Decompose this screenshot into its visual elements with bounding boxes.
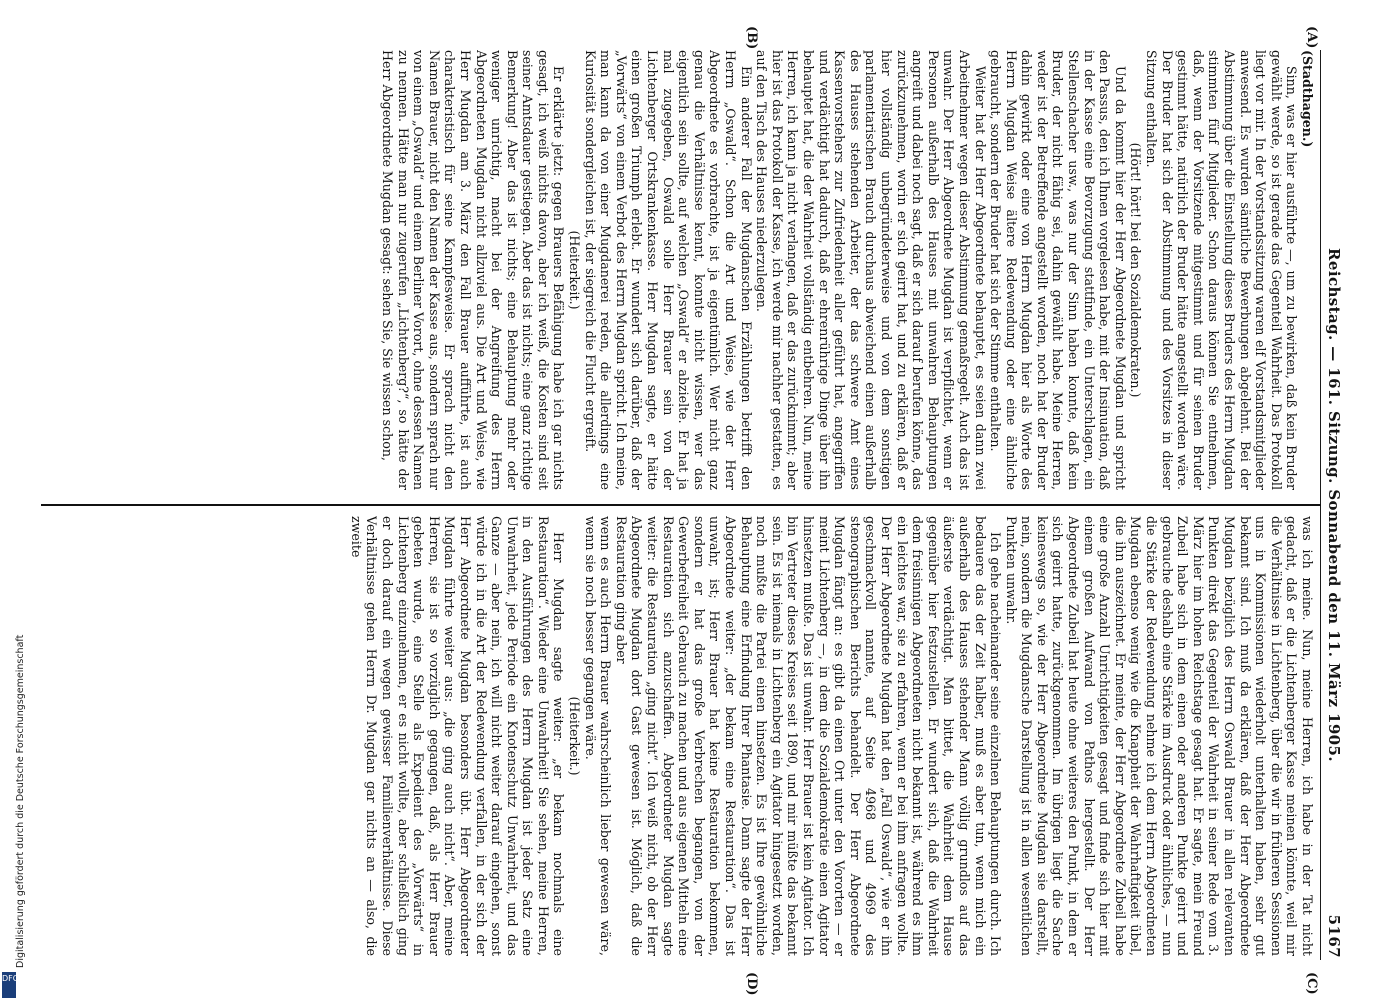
paragraph: Ich gehe nacheinander seine einzelnen Behauptungen durch. Ich bedauere das der Zeit halber, muß es aber tun, wenn mich ein außerhalb des Hauses stehender Mann völlig grundlos auf das äußerste verdächtigt. Man bittet, die Wahrheit dem Hause gegenüber hier festzustellen. Er wundert sich, daß die Wahrheit dem freisinnigen Abgeordneten nicht bekannt ist, während es ihm ein leichtes war, sie zu erfahren, wenn er bei ihm anfragen wollte. Der Herr Abgeordnete Mugdan hat den „Fall Oswald“, wie er ihn geschmackvoll nannte, auf Seite 4968 und 4969 des stenographischen Berichts behandelt. Der Herr Abgeordnete Mugdan fängt an: es gibt da einen Ort unter den Vororten — er meint Lichtenberg —, in dem die Sozialdemokratie einen Agitator hinsetzen mußte. Das ist unwahr. Herr Brauer ist kein Agitator. Ich bin Vertreter dieses Kreises seit 1890, und mir müßte das bekannt sein. Es ist niemals in Lichtenberg ein Agitator hingesetzt worden, noch mußte die Partei einen hinsetzen. Es ist Ihre gewöhnliche Behauptung eine Erfindung Ihrer Phantasie. Dann sagte der Herr Abgeordnete weiter: „der bekam eine Restauration“. Das ist unwahr, ist; Herr Brauer hat keine Restauration bekommen, sondern er hat das große Verbrechen begangen, von der Gewerbefreiheit Gebrauch zu machen und aus eigenen Mitteln eine Restauration sich anzuschaffen. Abgeordneter Mugdan sagte weiter: die Restauration „ging nicht“. Ich weiß nicht, ob der Herr Abgeordnete Mugdan dort Gast gewesen ist. Möglich, daß die Restauration ging aber xyxy=(613,516,1004,956)
paragraph: Ein anderer Fall der Mugdanschen Erzählungen betrifft den Herrn „Oswald“. Schon die Art und Weise, wie der Herr Abgeordnete es vorbrachte, ist ja eigentümlich. Wer nicht ganz genau die Verhältnisse kennt, konnte nicht wissen, wer das eigentlich sein sollte, auf welchen „Oswald“ er abzielte. Er hat ja mal zugegeben, Oswald solle Herr Brauer sein von der Lichtenberger Ortskrankenkasse. Herr Mugdan sagte, er hätte einen großen Triumph erlebt. Er wundert sich darüber, daß der „Vorwärts“ von einem Verbot des Herrn Mugdan spricht. Ich meine, man kann da von einer Mugdanerei reden, die allerdings eine Kuriosität sondergleichen ist, der siegreich die Flucht ergreift. xyxy=(582,50,754,490)
paragraph: Herr Mugdan sagte weiter: „er bekam nochmals eine Restauration“. Wieder eine Unwahrheit! Sie sehen, meine Herren, in den Ausführungen des Herrn Mugdan ist jeder Satz eine Unwahrheit, jede Periode ein Knotenschutz Unwahrheit, und das Ganze — aber nein, ich will nicht weiter darauf eingehen, sonst würde ich in die Art der Redewendung verfallen, in der sich der Herr Abgeordnete Mugdan besonders übt. Herr Abgeordneter Mugdan führte weiter aus: „die ging auch nicht“. Aber, meine Herren, sie ist so vorzüglich gegangen, daß, als Herr Brauer gebeten wurde, eine Stelle als Expedient des „Vorwärts“ in Lichtenberg einzunehmen, er es nicht wollte, aber schließlich ging er doch darauf ein wegen gewisser Familienverhältnisse. Diese Verhältnisse gehen Herrn Dr. Mugdan gar nichts an — also, die zweite xyxy=(348,516,567,956)
left-column xyxy=(45,50,1315,490)
margin-mark-c: (C) xyxy=(1304,972,1319,995)
dfg-logo xyxy=(2,972,19,998)
right-column xyxy=(45,516,1315,956)
paragraph: Und da kommt hier der Herr Abgeordnete Mugdan und spricht den Passus, den ich Ihnen vorgelesen habe, mit der Insinuation, daß in der Kasse eine Bevorzugung stattfinde, ein Unterschlagen, ein Stellenschacher usw., was nur der Sinn haben konnte, daß kein Bruder, der nicht fähig sei, dahin gewählt habe. Meine Herren, weder ist der Betreffende angestellt worden, noch hat der Bruder dahin gewirkt oder eine von Herrn Mugdan hier als Worte des Herrn Mugdan Weise ältere Redewendung oder eine ähnliche gebraucht, sondern der Bruder hat sich der Stimme enthalten. xyxy=(988,50,1128,490)
digitization-credit-text: Digitalisierung gefördert durch die Deutsche Forschungsgemeinschaft xyxy=(15,634,26,968)
paragraph: wenn es auch Herrn Brauer wahrscheinlich lieber gewesen wäre, wenn sie noch besser gegangen wäre. xyxy=(582,516,614,956)
margin-mark-b: (B) xyxy=(744,26,759,50)
running-header xyxy=(1319,50,1345,960)
paragraph: was ich meine. Nun, meine Herren, ich habe in der Tat nicht gedacht, daß er die Lichtenberger Kasse meinen könnte, weil mir die Verhältnisse in Lichtenberg, über die wir in früheren Sessionen uns in Kommissionen wiederholt unterhalten haben, sehr gut bekannt sind. Ich muß da erklären, daß der Herr Abgeordnete Mugdan bezüglich des Herrn Oswald Brauer in allen relevanten Punkten direkt das Gegenteil der Wahrheit in seiner Rede vom 3. März hier im hohen Reichstage gesagt hat. Er sagte, mein Freund Zubeil habe sich in dem einen oder anderen Punkte geirrt und gebrauche deshalb eine Stärke im Ausdruck oder ähnliches, — nun die Stärke der Redewendung nehme ich dem Herrn Abgeordneten Mugdan ebenso wenig wie die Knappheit der Wahrhaftigkeit übel, die ihn auszeichnet. Er meinte, der Herr Abgeordnete Zubeil habe eine große Anzahl Unrichtigkeiten gesagt und finde sich hier mit einem großen Aufwand von Pathos hergestellt. Der Herr Abgeordnete Zubeil hat heute ohne weiteres den Punkt, in dem er sich geirrt hatte, zurückgenommen. Im übrigen liegt die Sache keineswegs so, wie der Herr Abgeordnete Mugdan sie darstellt, nein, sondern die Mugdansche Darstellung ist in allen wesentlichen Punkten unwahr. xyxy=(1003,516,1315,956)
header-title: Reichstag. — 161. Sitzung. Sonnabend den 11. März 1905. xyxy=(1325,248,1343,762)
dfg-logo-text: DFG xyxy=(2,974,19,983)
speaker-label: (Stadthagen.) xyxy=(1300,50,1315,148)
column-separator xyxy=(41,504,1321,506)
interjection: (Heiterkeit.) xyxy=(567,696,583,776)
paragraph: Sinn, was er hier ausführte —, um zu bewirken, daß kein Bruder gewählt werde, so ist gerade das Gegenteil Wahrheit. Das Protokoll liegt vor mir. In der Vorstandssitzung waren elf Vorstandsmitglieder anwesend. Es wurden sämtliche Bewerbungen abgelehnt. Bei der Abstimmung über die Einstellung dieses Bruders des Herrn Mugdan stimmten fünf Mitglieder. Schon daraus können Sie entnehmen, daß, wenn der Vorsitzende mitgestimmt und für seinen Bruder gestimmt hätte, natürlich der Bruder hätte angestellt worden wäre. Der Bruder hat sich der Abstimmung und des Vorsitzes in dieser Sitzung enthalten. xyxy=(1144,50,1300,490)
paragraph: Er erklärte jetzt: gegen Brauers Befähigung habe ich gar nichts gesagt, ich weiß nichts davon, aber ich weiß, die Kosten sind seit seiner Amtsdauer gestiegen. Aber das ist nichts; eine ganz richtige Bemerkung! Aber das ist nichts; eine Behauptung mehr oder weniger unrichtig, macht bei der Angreifung des Herrn Abgeordneten Mugdan nicht allzuviel aus. Die Art und Weise, wie Herr Mugdan am 3. März den Fall Brauer aufführte, ist auch charakteristisch für seine Kampfesweise. Er sprach nicht den Namen Brauer, nicht den Namen der Kasse aus, sondern sprach nur von einem „Oswald“ und einem Berliner Vorort, ohne dessen Namen zu nennen. Hätte man nur zugerufen „Lichtenberg?“, so hätte der Herr Abgeordnete Mugdan gesagt: sehen Sie, Sie wissen schon, xyxy=(379,50,567,490)
paragraph: Weiter hat der Herr Abgeordnete behauptet, es seien dann zwei Arbeitnehmer wegen dieser Abstimmung gemaßregelt. Auch das ist unwahr. Der Herr Abgeordnete Mugdan ist verpflichtet, wenn er Personen außerhalb des Hauses mit unwahren Behauptungen angreift und dabei noch sagt, daß er sich darauf berufen könne, das zurückzunehmen, worin er sich geirrt hat, und zu erklären, daß er hier vollständig unbegründeterweise und von dem sonstigen parlamentarischen Brauch durchaus abweichend einen außerhalb des Hauses stehenden Arbeiter, der das schwere Amt eines Kassenvorstehers zur Zufriedenheit aller geführt hat, angegriffen und verdächtigt hat dadurch, daß er ehrenrührige Dinge über ihn behauptet hat, die der Wahrheit vollständig entbehren. Nun, meine Herren, ich kann ja nicht verlangen, daß er das zurücknimmt; aber hier ist das Protokoll der Kasse, ich werde mir nachher gestatten, es auf den Tisch des Hauses niederzulegen. xyxy=(754,50,988,490)
rotated-page-content xyxy=(34,26,1345,996)
interjection: (Hört! hört! bei den Sozialdemokraten.) xyxy=(1128,142,1144,398)
digitization-credit xyxy=(0,0,26,968)
interjection: (Heiterkeit.) xyxy=(567,230,583,310)
margin-mark-d: (D) xyxy=(744,972,759,996)
margin-mark-a: (A) xyxy=(1304,26,1319,49)
page-number: 5167 xyxy=(1325,914,1343,958)
